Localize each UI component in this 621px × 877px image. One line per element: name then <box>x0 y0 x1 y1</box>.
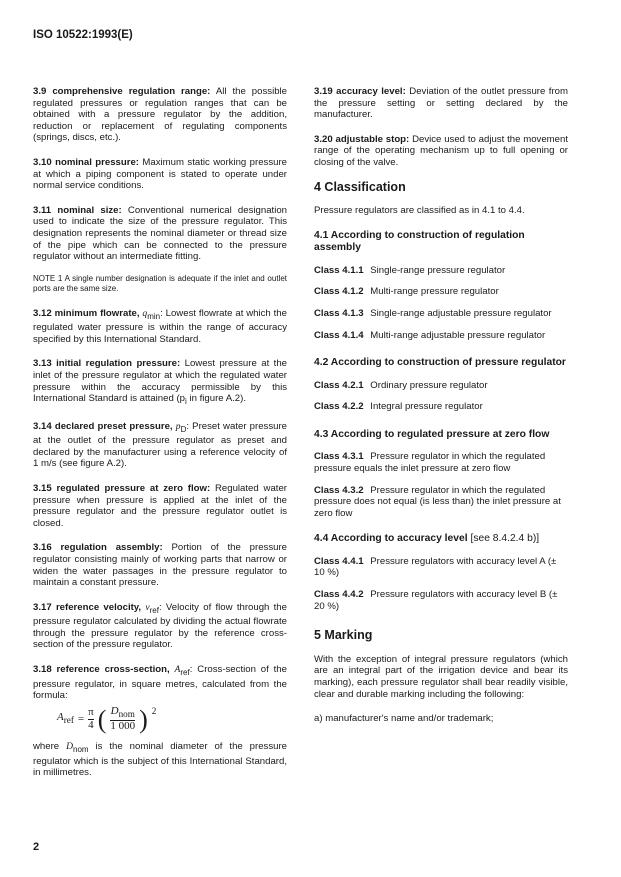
definition-3-20: 3.20 adjustable stop: Device used to adjust the movement range of the operating mechanism up to full opening or closing of the valve. <box>314 133 569 168</box>
class-4-1-4: Class 4.1.4 Multi-range adjustable pressure regulator <box>314 329 546 341</box>
subsection-4-1-heading: 4.1 According to construction of regulation assembly <box>314 229 525 254</box>
subsection-4-2-heading: 4.2 According to construction of pressure regulator <box>314 357 566 369</box>
definition-3-9: 3.9 comprehensive regulation range: All the possible regulated pressures or regulation ranges that can be obtained with a pressure regulator by the addition, reduction or replacement of regulating components (springs, discs, etc.). <box>33 86 288 144</box>
definition-3-17: 3.17 reference velocity, $v_{ref}$: Velocity of flow through the pressure regulator calculated by dividing the actual flowrate through the pressure regulator by the reference cross-section of the pressure regulator. <box>33 601 287 651</box>
class-4-2-1: Class 4.2.1 Ordinary pressure regulator <box>314 379 488 391</box>
page-number: 2 <box>33 841 40 853</box>
section-5-heading: 5 Marking <box>314 628 373 643</box>
section-4-heading: 4 Classification <box>314 179 406 194</box>
class-4-1-2: Class 4.1.2 Multi-range pressure regulator <box>314 286 499 298</box>
class-4-2-2: Class 4.2.2 Integral pressure regulator <box>314 401 483 413</box>
subsection-4-3-heading: 4.3 According to regulated pressure at zero flow <box>314 428 550 440</box>
section-5-text: With the exception of integral pressure regulators (which are an integral part of the irrigation device and bear its marking), each pressure regulator shall bear readily visible, clear and durable marking including the following: <box>314 653 568 700</box>
definition-3-15: 3.15 regulated pressure at zero flow: Regulated water pressure when pressure is applied at the inlet of the pressure regulator and the pressure regulator outlet is closed. <box>33 482 287 529</box>
class-4-1-1: Class 4.1.1 Single-range pressure regulator <box>314 264 506 276</box>
marking-item-a: a) manufacturer's name and/or trademark; <box>314 713 494 725</box>
section-4-text: Pressure regulators are classified as in 4.1 to 4.4. <box>314 205 525 217</box>
class-4-1-3: Class 4.1.3 Single-range adjustable pressure regulator <box>314 307 552 319</box>
reference-cross-section-formula: $A_{ref}$ = π 4 ( $D_{nom}$ 1 000 ) $^2$ <box>57 704 157 734</box>
page-header: ISO 10522:1993(E) <box>33 29 133 41</box>
class-4-3-2: Class 4.3.2 Pressure regulator in which the regulated pressure does not equal (is less than) the inlet pressure at zero flow <box>314 484 561 519</box>
definition-3-13: 3.13 initial regulation pressure: Lowest pressure at the inlet of the pressure regulator at which the regulated water pressure within the accuracy permissible by this International Standard is attained ($p_i$ in figure A.2). <box>33 358 288 407</box>
note-1: NOTE 1 A single number designation is adequate if the inlet and outlet ports are the same size. <box>33 273 287 293</box>
left-column <box>33 86 287 792</box>
definition-3-11: 3.11 nominal size: Conventional numerical designation used to indicate the size of the pressure regulator. This designation represents the nominal diameter or thread size of the pipe which can be connected to the pressure regulator without an intermediate fitting. <box>33 204 288 263</box>
definition-3-16: 3.16 regulation assembly: Portion of the pressure regulator consisting mainly of working parts that narrow or widen the water passages in the pressure regulator to maintain a constant pressure. <box>33 542 287 589</box>
definition-3-19: 3.19 accuracy level: Deviation of the outlet pressure from the pressure setting or setting declared by the manufacturer. <box>314 86 568 121</box>
definition-3-18: 3.18 reference cross-section, $A_{ref}$: Cross-section of the pressure regulator, in square metres, calculated from the formula: <box>33 664 287 702</box>
formula-where-clause: where $D_{nom}$ is the nominal diameter of the pressure regulator which is the subject of this International Standard, in millimetres. <box>33 741 288 779</box>
right-column <box>314 86 568 738</box>
definition-3-14: 3.14 declared preset pressure, $p_D$: Preset water pressure at the outlet of the pressure regulator as preset and declared by the manufacturer using a reference velocity of 1 m/s (see figure A.2). <box>33 420 287 470</box>
class-4-4-1: Class 4.4.1 Pressure regulators with accuracy level A (± 10 %) <box>314 555 557 579</box>
class-4-3-1: Class 4.3.1 Pressure regulator in which the regulated pressure equals the inlet pressure at zero flow <box>314 451 546 474</box>
definition-3-12: 3.12 minimum flowrate, $q_{min}$: Lowest flowrate at which the regulated water pressure is within the range of accuracy specified by this International Standard. <box>33 307 287 345</box>
subsection-4-4-heading: 4.4 According to accuracy level [see 8.4.2.4 b)] <box>314 533 540 545</box>
definition-3-10: 3.10 nominal pressure: Maximum static working pressure at which a piping component is stated to operate under normal service conditions. <box>33 156 287 192</box>
class-4-4-2: Class 4.4.2 Pressure regulators with accuracy level B (± 20 %) <box>314 588 558 612</box>
